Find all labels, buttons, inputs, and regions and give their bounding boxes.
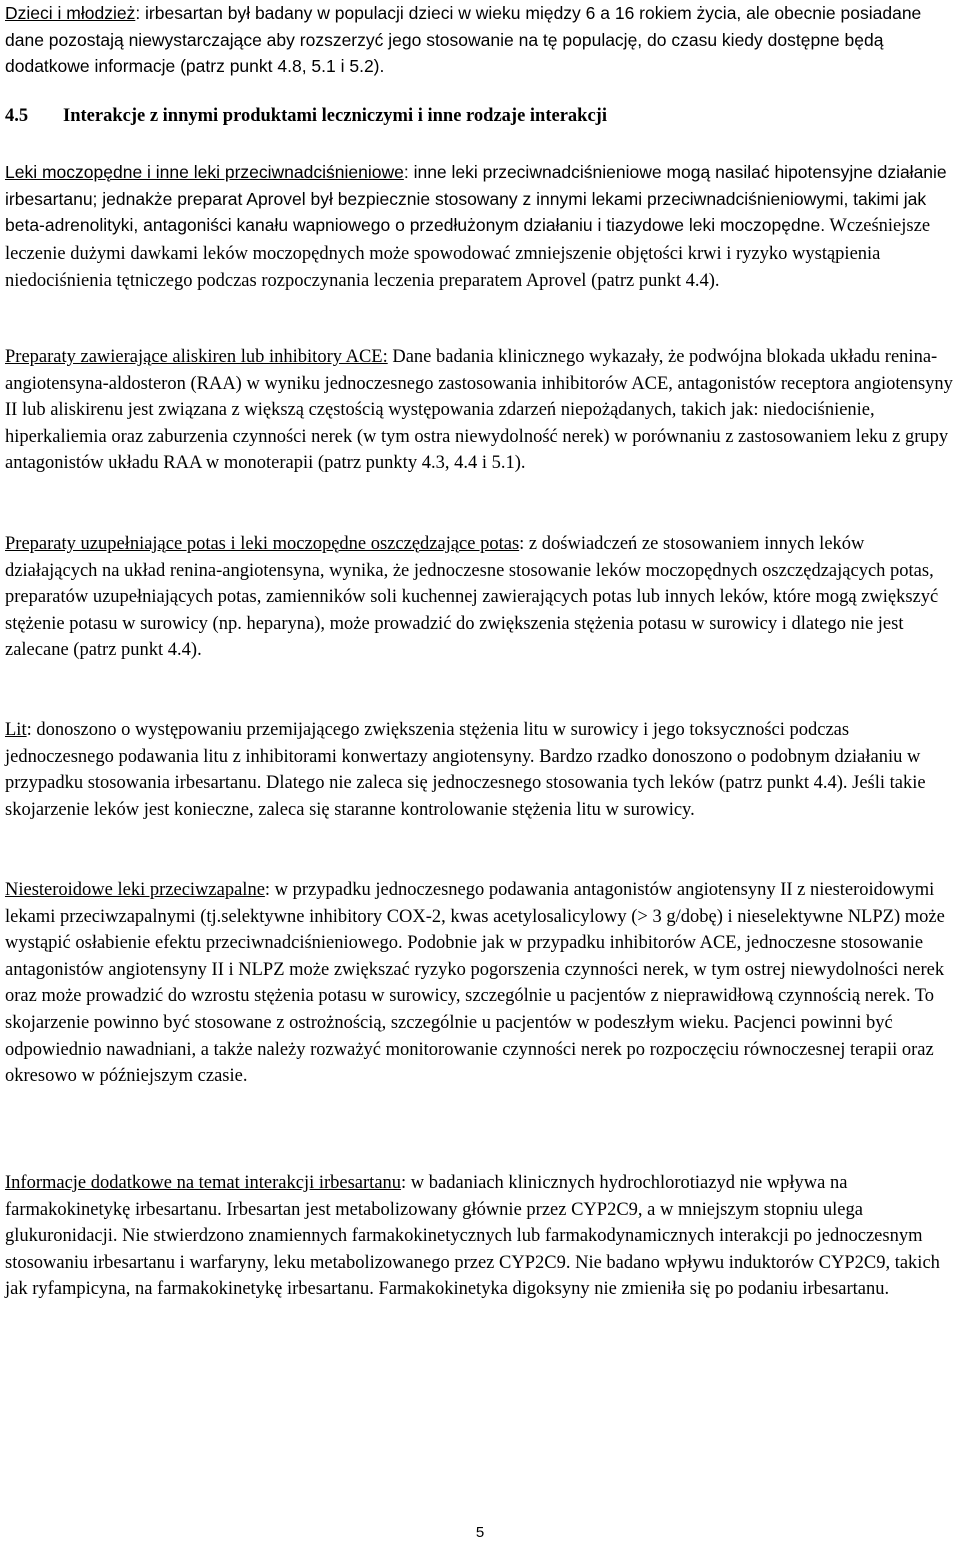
paragraph-aliskiren: [5, 344, 953, 477]
section-number: 4.5: [5, 106, 29, 126]
intro-paragraph: [5, 0, 950, 80]
paragraph-diuretics: [5, 159, 950, 295]
paragraph-diuretics-text: : inne leki przeciwnadciśnieniowe mogą nasilać hipotensyjne działanie irbesartanu; jednakże preparat Aprovel był bezpiecznie stosowany z innymi lekami przeciwnadciśnieniowymi, takimi jak beta-adrenolityki, antagoniści kanału wapniowego o przedłużonym działaniu i tiazydowe leki moczopędne.: [5, 162, 947, 235]
intro-label: Dzieci i młodzież: [5, 3, 136, 23]
paragraph-nsaids: [5, 877, 953, 1090]
paragraph-nsaids-label: Niesteroidowe leki przeciwzapalne: [5, 880, 265, 900]
paragraph-lithium-label: Lit: [5, 720, 27, 740]
page-footer: [0, 1524, 960, 1542]
paragraph-lithium-text: : donoszono o występowaniu przemijającego zwiększenia stężenia litu w surowicy i jego toksyczności podczas jednoczesnego podawania litu z inhibitorami konwertazy angiotensyny. Bardzo rzadko donoszono o podobnym działaniu w przypadku stosowania irbesartanu. Dlatego nie zaleca się jednoczesnego stosowania tych leków (patrz punkt 4.4). Jeśli takie skojarzenie leków jest konieczne, zaleca się staranne kontrolowanie stężenia litu w surowicy.: [5, 720, 926, 820]
paragraph-aliskiren-label: Preparaty zawierające aliskiren lub inhibitory ACE:: [5, 347, 388, 367]
paragraph-additional-info-text: : w badaniach klinicznych hydrochlorotiazyd nie wpływa na farmakokinetykę irbesartanu. Irbesartan jest metabolizowany głównie przez CYP2C9, a w mniejszym stopniu ulega glukuronidacji. Nie stwierdzono znamiennych farmakokinetycznych lub farmakodynamicznych interakcji po jednoczesnym stosowaniu irbesartanu i warfaryny, leku metabolizowanego przez CYP2C9. Nie badano wpływu induktorów CYP2C9, takich jak ryfampicyna, na farmakokinetykę irbesartanu. Farmakokinetyka digoksyny nie zmieniła się po podaniu irbesartanu.: [5, 1173, 940, 1300]
paragraph-additional-info-label: Informacje dodatkowe na temat interakcji irbesartanu: [5, 1173, 402, 1193]
paragraph-potassium-label: Preparaty uzupełniające potas i leki moczopędne oszczędzające potas: [5, 534, 520, 554]
paragraph-additional-info: [5, 1170, 953, 1303]
intro-text: : irbesartan był badany w populacji dzieci w wieku między 6 a 16 rokiem życia, ale obecnie posiadane dane pozostają niewystarczające aby rozszerzyć jego stosowanie na tę populację, do czasu kiedy dostępne będą dodatkowe informacje (patrz punkt 4.8, 5.1 i 5.2).: [5, 3, 922, 76]
paragraph-potassium-text: : z doświadczeń ze stosowaniem innych leków działających na układ renina-angiotensyna, wynika, że jednoczesne stosowanie leków moczopędnych oszczędzających potas, preparatów uzupełniających potas, zamienników soli kuchennej zawierających potas lub innych leków, które mogą zwiększyć stężenie potasu w surowicy (np. heparyna), może prowadzić do zwiększenia stężenia potasu w surowicy i dlatego nie jest zalecane (patrz punkt 4.4).: [5, 534, 939, 661]
section-title: Interakcje z innymi produktami leczniczymi i inne rodzaje interakcji: [63, 106, 607, 126]
paragraph-nsaids-text: : w przypadku jednoczesnego podawania antagonistów angiotensyny II z niesteroidowymi lekami przeciwzapalnymi (tj.selektywne inhibitory COX-2, kwas acetylosalicylowy (> 3 g/dobę) i nieselektywne NLPZ) może wystąpić osłabienie efektu przeciwnadciśnieniowego. Podobnie jak w przypadku inhibitorów ACE, jednoczesne stosowanie antagonistów angiotensyny II i NLPZ może zwiększać ryzyko pogorszenia czynności nerek, w tym ostrej niewydolności nerek oraz może prowadzić do wzrostu stężenia potasu w surowicy, szczególnie u pacjentów z nieprawidłową czynnością nerek. To skojarzenie powinno być stosowane z ostrożnością, szczególnie u pacjentów w podeszłym wieku. Pacjenci powinni być odpowiednio nawadniani, a także należy rozważyć monitorowanie czynności nerek po rozpoczęciu równoczesnej terapii oraz okresowo w późniejszym czasie.: [5, 880, 945, 1087]
paragraph-diuretics-label: Leki moczopędne i inne leki przeciwnadciśnieniowe: [5, 162, 404, 182]
section-heading: [5, 103, 950, 129]
paragraph-aliskiren-text: Dane badania klinicznego wykazały, że podwójna blokada układu renina-angiotensyna-aldosteron (RAA) w wyniku jednoczesnego zastosowania inhibitorów ACE, antagonistów receptora angiotensyny II lub aliskirenu jest związana z większą częstością występowania zdarzeń niepożądanych, takich jak: niedociśnienie, hiperkaliemia oraz zaburzenia czynności nerek (w tym ostra niewydolność nerek) w porównaniu z zastosowaniem leku z grupy antagonistów układu RAA w monoterapii (patrz punkty 4.3, 4.4 i 5.1).: [5, 347, 953, 474]
paragraph-lithium: [5, 717, 953, 823]
paragraph-potassium: [5, 531, 953, 664]
paragraph-diuretics-text2: Wcześniejsze leczenie dużymi dawkami leków moczopędnych może spowodować zmniejszenie objętości krwi i ryzyko wystąpienia niedociśnienia tętniczego podczas rozpoczynania leczenia preparatem Aprovel (patrz punkt 4.4).: [5, 216, 931, 292]
page-number: 5: [475, 1524, 485, 1541]
